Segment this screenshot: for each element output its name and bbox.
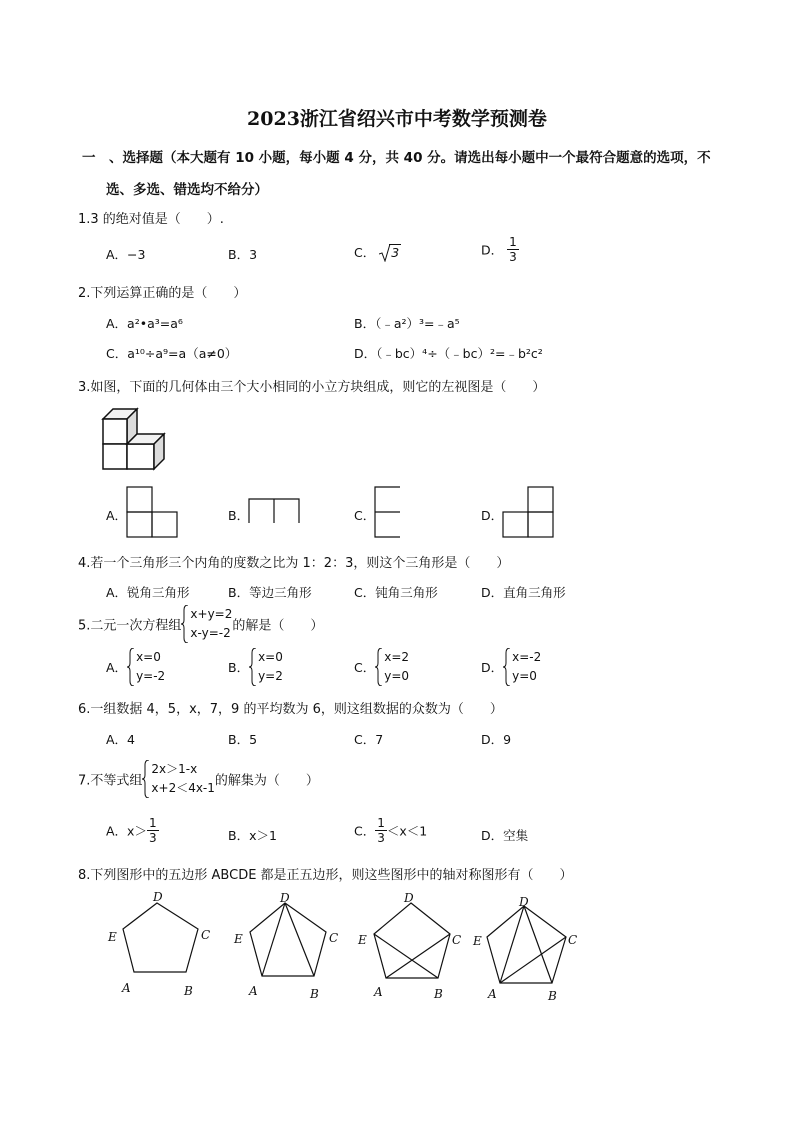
q7-option-d: D．空集 (481, 828, 529, 843)
vertex-label-b: B (184, 984, 193, 998)
q5-option-c (354, 648, 409, 686)
vertex-label-e: E (473, 934, 482, 948)
fraction-numerator: 1 (148, 816, 157, 830)
q3-option-b-view (246, 496, 302, 526)
fraction-denominator: 3 (509, 250, 517, 264)
q7-option-c-label: C． (354, 823, 376, 839)
q5-option-c-label: C． (354, 660, 376, 675)
left-brace-icon (249, 648, 257, 686)
equation-line-2: x-y=-2 (190, 626, 231, 640)
sqrt-radicand: 3 (391, 245, 400, 260)
q2-option-d: D．（﹣bc）⁴÷（﹣bc）²=﹣b²c² (354, 346, 543, 361)
answer-system (375, 648, 409, 686)
answer-line-1: x=2 (384, 650, 410, 664)
answer-system (127, 648, 165, 686)
vertex-label-e: E (108, 930, 117, 944)
question-4-stem: 4.若一个三角形三个内角的度数之比为 1：2：3，则这个三角形是（ ） (78, 556, 510, 571)
vertex-label-d: D (519, 895, 529, 909)
equation-line-1: x+y=2 (190, 607, 233, 621)
vertex-label-c: C (452, 933, 462, 947)
q6-option-d: D．9 (481, 732, 512, 747)
q4-option-a: A．锐角三角形 (106, 585, 190, 600)
q7-stem-post: 的解集为（ ） (214, 773, 319, 789)
vertex-label-a: A (249, 984, 258, 998)
q7-option-c (354, 817, 427, 844)
q7-option-a (106, 817, 159, 844)
question-3-stem: 3.如图，下面的几何体由三个大小相同的小立方块组成，则它的左视图是（ ） (78, 380, 546, 395)
left-brace-icon (503, 648, 511, 686)
q7-option-c-post: ＜x＜1 (386, 823, 428, 839)
question-1-stem: 1.3 的绝对值是（ ）. (78, 212, 224, 227)
q4-option-c: C．钝角三角形 (354, 585, 438, 600)
left-brace-icon (142, 760, 150, 798)
inequality-line-1: 2x＞1-x (151, 762, 198, 776)
section-heading-line1: 一 、选择题（本大题有 10 小题，每小题 4 分，共 40 分。请选出每小题中一个最符合题意的选项，不 (82, 150, 711, 166)
q2-option-b: B．（﹣a²）³=﹣a⁵ (354, 316, 460, 331)
vertex-label-c: C (201, 928, 211, 942)
q5-option-a (106, 648, 165, 686)
question-2-stem: 2.下列运算正确的是（ ） (78, 286, 247, 301)
vertex-label-a: A (122, 981, 131, 995)
section-heading-line2: 选、多选、错选均不给分） (106, 182, 268, 198)
vertex-label-d: D (280, 891, 290, 905)
question-6-stem: 6.一组数据 4，5，x，7，9 的平均数为 6，则这组数据的众数为（ ） (78, 702, 503, 717)
pentagon-figure-1 (100, 888, 220, 1000)
q1-option-a: A．−3 (106, 247, 146, 262)
inequality-system (142, 760, 215, 798)
q4-option-d: D．直角三角形 (481, 585, 566, 600)
vertex-label-a: A (488, 987, 497, 1000)
vertex-label-c: C (329, 931, 339, 945)
cube-solid-figure (100, 404, 172, 472)
q7-option-b: B．x＞1 (228, 828, 277, 843)
q1-option-c (354, 243, 401, 261)
vertex-label-d: D (153, 890, 163, 904)
vertex-label-e: E (358, 933, 367, 947)
answer-line-2: y=-2 (136, 669, 166, 683)
left-brace-icon (181, 605, 189, 643)
q1-option-d (481, 236, 519, 263)
left-brace-icon (375, 648, 383, 686)
q3-option-c-label: C． (354, 508, 376, 523)
vertex-label-b: B (548, 989, 557, 1000)
q3-option-c-view (372, 485, 404, 539)
q6-option-a: A．4 (106, 732, 136, 747)
q5-option-b-label: B． (228, 660, 250, 675)
equation-system (181, 605, 232, 643)
q5-option-d (481, 648, 541, 686)
q2-option-a: A．a²•a³=a⁶ (106, 316, 183, 331)
q3-option-d-view (500, 485, 556, 539)
answer-line-2: y=0 (384, 669, 410, 683)
q3-option-a-label: A． (106, 508, 128, 523)
answer-line-2: y=0 (512, 669, 537, 683)
left-brace-icon (127, 648, 135, 686)
vertex-label-e: E (234, 932, 243, 946)
fraction-denominator: 3 (377, 831, 385, 845)
q5-option-d-label: D． (481, 660, 504, 675)
question-8-stem: 8.下列图形中的五边形 ABCDE 都是正五边形，则这些图形中的轴对称图形有（ ） (78, 868, 573, 883)
page-title: 2023浙江省绍兴市中考数学预测卷 (247, 108, 547, 130)
q5-option-a-label: A． (106, 660, 128, 675)
sqrt-symbol (379, 245, 401, 260)
q6-option-c: C．7 (354, 732, 384, 747)
vertex-label-c: C (568, 933, 578, 947)
answer-line-1: x=0 (136, 650, 161, 664)
q7-stem-pre: 7.不等式组 (78, 773, 143, 789)
q3-option-a-view (124, 485, 180, 539)
q5-stem-post: 的解是（ ） (232, 618, 324, 634)
pentagon-figure-3 (354, 888, 474, 1000)
q3-option-b-label: B． (228, 508, 250, 523)
q7-option-a-label: A．x＞ (106, 823, 147, 839)
inequality-line-2: x+2＜4x-1 (151, 781, 215, 795)
answer-line-2: y=2 (258, 669, 283, 683)
fraction-numerator: 1 (377, 816, 385, 830)
answer-line-1: x=0 (258, 650, 283, 664)
fraction-one-third (375, 817, 387, 844)
pentagon-figure-4 (472, 888, 592, 1000)
answer-system (503, 648, 541, 686)
fraction-one-third (507, 236, 519, 263)
q1-option-b: B．3 (228, 247, 258, 262)
vertex-label-a: A (374, 985, 383, 999)
q5-option-b (228, 648, 283, 686)
answer-system (249, 648, 283, 686)
fraction-one-third (147, 817, 159, 844)
question-7-stem (78, 760, 319, 798)
q2-option-c: C．a¹⁰÷a⁹=a（a≠0） (106, 346, 238, 361)
q1-option-c-label: C． (354, 245, 376, 260)
q4-option-b: B．等边三角形 (228, 585, 312, 600)
fraction-numerator: 1 (509, 235, 517, 249)
q1-option-d-label: D． (481, 242, 504, 258)
vertex-label-d: D (404, 891, 414, 905)
pentagon-figure-2 (226, 888, 346, 1000)
answer-line-1: x=-2 (512, 650, 542, 664)
q3-option-d-label: D． (481, 508, 504, 523)
q6-option-b: B．5 (228, 732, 258, 747)
vertex-label-b: B (310, 987, 319, 1000)
q5-stem-pre: 5.二元一次方程组 (78, 618, 182, 634)
question-5-stem (78, 605, 323, 643)
vertex-label-b: B (434, 987, 443, 1000)
fraction-denominator: 3 (148, 831, 157, 845)
